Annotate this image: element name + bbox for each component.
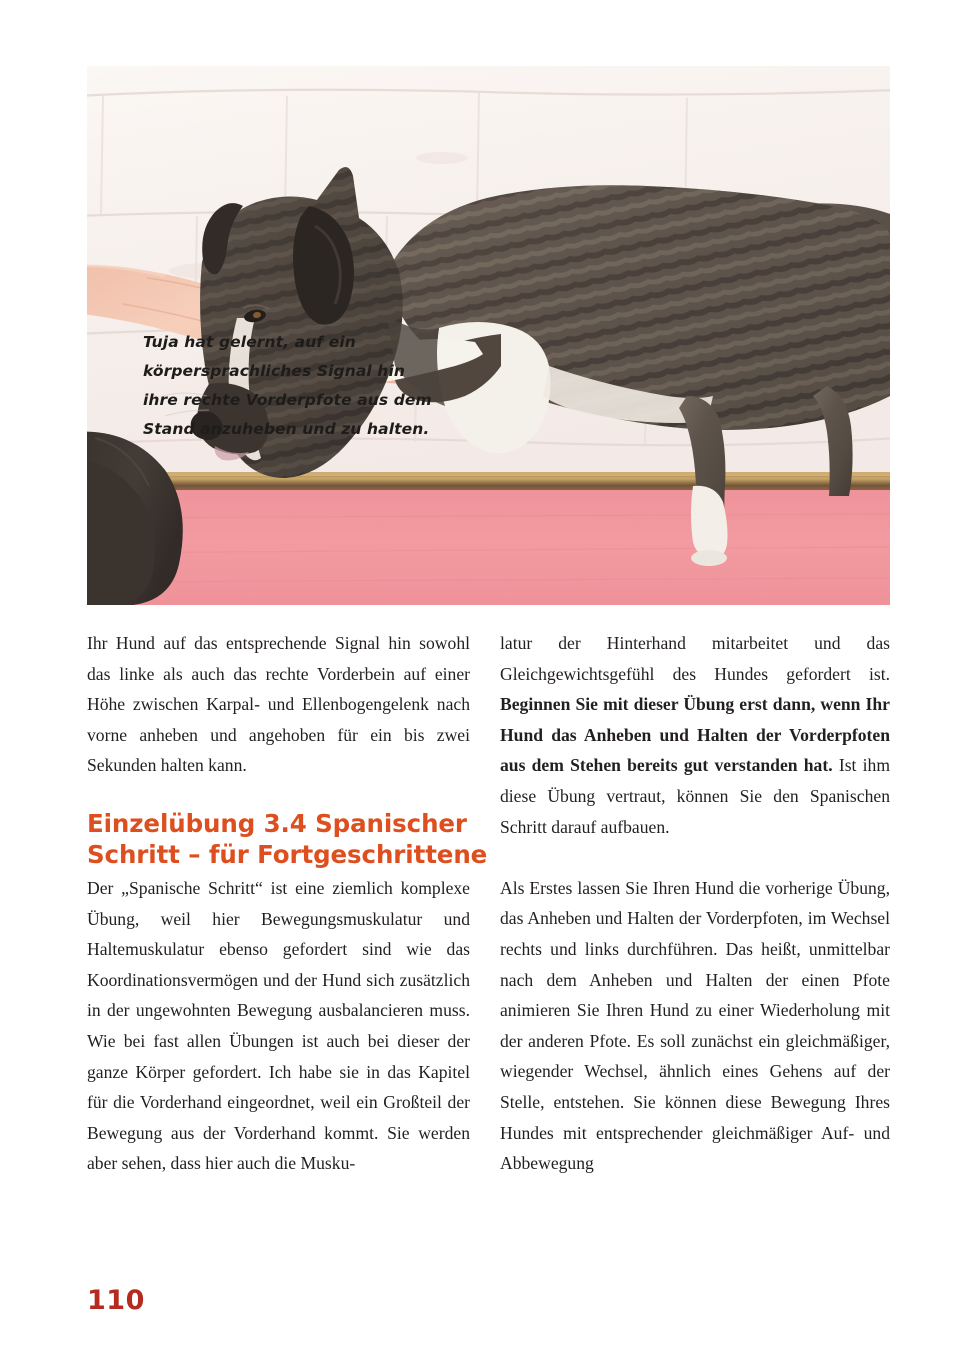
body-column-left bbox=[87, 628, 488, 1179]
caption-line-4: Stand anzuheben und zu halten. bbox=[143, 420, 430, 438]
body-column-right bbox=[500, 628, 890, 1179]
caption-line-3: ihre rechte Vorderpfote aus dem bbox=[143, 391, 432, 409]
photo-caption bbox=[143, 328, 473, 444]
paragraph-right-1-part-1: latur der Hinterhand mitarbeitet und das Gleichgewichtsgefühl des Hundes gefordert ist. bbox=[500, 633, 890, 684]
paragraph-left-1: Ihr Hund auf das entsprechende Signal hin sowohl das linke als auch das rechte Vorderbein auf einer Höhe zwischen Karpal- und Ellenbogengelenk nach vorne anheben und angehoben für ein bis zwei Sekunden halten kann. bbox=[87, 633, 470, 776]
paragraph-right-1 bbox=[500, 628, 890, 842]
page-number: 110 bbox=[87, 1285, 145, 1316]
section-heading bbox=[87, 808, 488, 871]
paragraph-right-2: Als Erstes lassen Sie Ihren Hund die vorherige Übung, das Anheben und Halten der Vorderpfoten, im Wechsel rechts und links durchführen. Das heißt, unmittelbar nach dem Anheben und Halten der einen Pfote animieren Sie Ihren Hund zu einer Wiederholung mit der anderen Pfote. Es soll zunächst ein gleichmäßiger, wiegender Wechsel, ähnlich eines Gehens auf der Stelle, entstehen. Sie können diese Bewegung Ihres Hundes mit entsprechender gleichmäßiger Auf- und Abbewegung bbox=[500, 877, 890, 1174]
caption-line-2: körpersprachliches Signal hin bbox=[143, 362, 405, 380]
dog-lifting-front-paw-photo bbox=[87, 66, 890, 605]
paragraph-right-1-bold: Beginnen Sie mit dieser Übung erst dann, wenn Ihr Hund das Anheben und Halten der Vorderpfoten aus dem Stehen bereits gut verstanden hat. bbox=[500, 694, 890, 776]
section-heading-line-2: Schritt – für Fortgeschrittene bbox=[87, 840, 488, 870]
caption-line-1: Tuja hat gelernt, auf ein bbox=[143, 333, 356, 351]
paragraph-left-2: Der „Spanische Schritt“ ist eine ziemlich komplexe Übung, weil hier Bewegungsmuskulatur und Haltemuskulatur ebenso gefordert sind wie das Koordinationsvermögen und der Hund sich zusätzlich in der ungewohnten Bewegung ausbalancieren muss. Wie bei fast allen Übungen ist auch bei dieser der ganze Körper gefordert. Ich habe sie in das Kapitel für die Vorderhand eingeordnet, weil ein Großteil der Bewegung aus der Vorderhand kommt. Sie werden aber sehen, dass hier auch die Musku- bbox=[87, 877, 470, 1174]
section-heading-line-1: Einzelübung 3.4 Spanischer bbox=[87, 808, 467, 838]
paragraph-right-1-part-2: Ist ihm diese Übung vertraut, können Sie den Spanischen Schritt darauf aufbauen. bbox=[500, 755, 891, 837]
